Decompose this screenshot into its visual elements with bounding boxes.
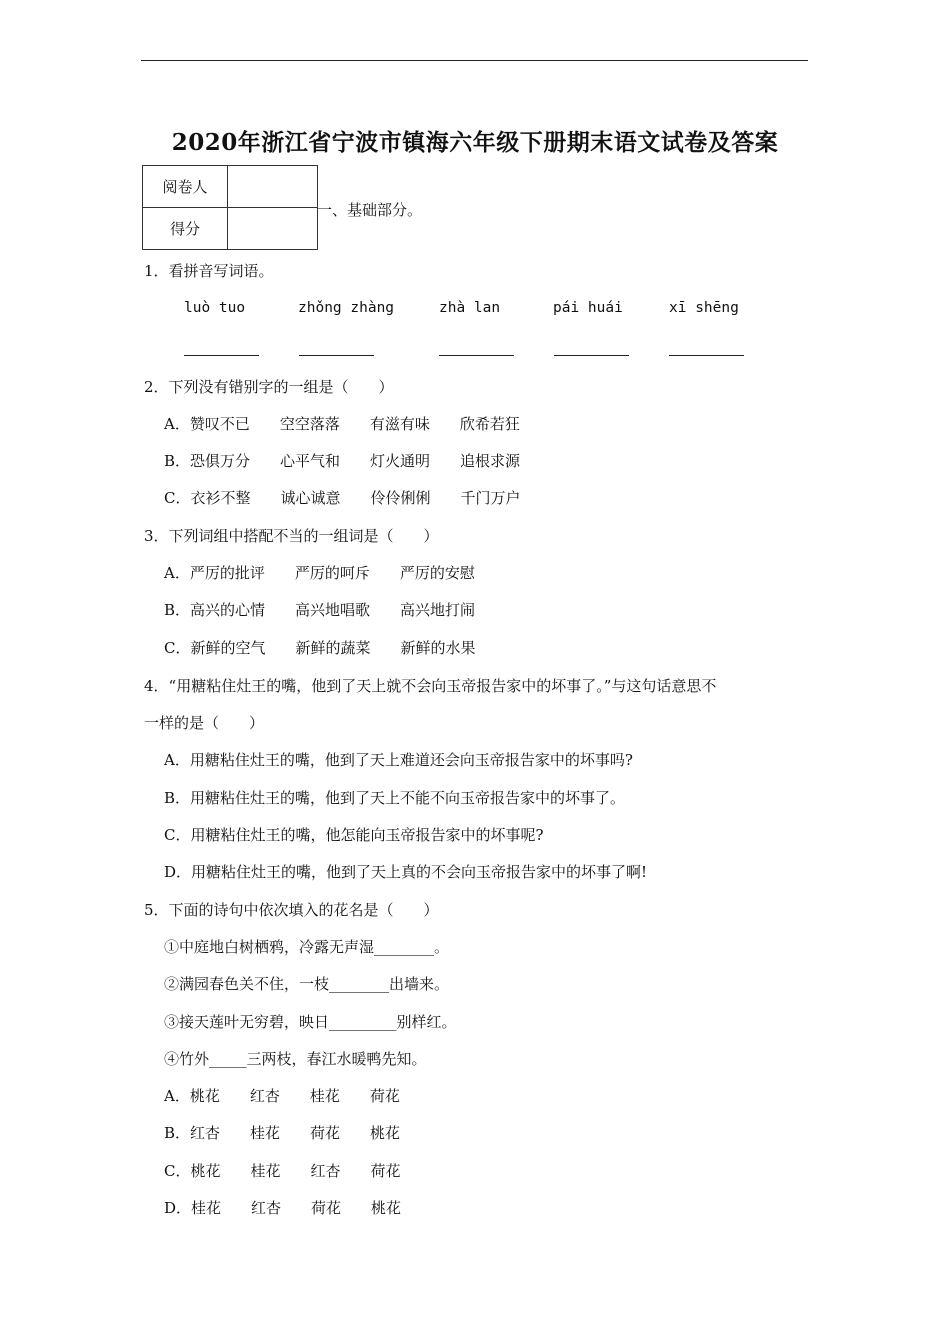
reviewer-cell: [228, 166, 318, 208]
reviewer-label: 阅卷人: [143, 166, 228, 208]
q4-option-c: C．用糖粘住灶王的嘴，他怎能向玉帝报告家中的坏事呢?: [164, 826, 544, 844]
answer-blank[interactable]: [554, 355, 629, 356]
q5-stem: 5．下面的诗句中依次填入的花名是（ ）: [144, 901, 439, 919]
q2-option-c: C．衣衫不整 诚心诚意 伶伶俐俐 千门万户: [164, 489, 521, 507]
q2-stem: 2．下列没有错别字的一组是（ ）: [144, 378, 394, 396]
q5-poem-line-1: ①中庭地白树栖鸦，冷露无声湿________。: [164, 938, 450, 956]
q5-option-c: C．桃花 桂花 红杏 荷花: [164, 1162, 401, 1180]
score-label: 得分: [143, 208, 228, 250]
answer-blank[interactable]: [439, 355, 514, 356]
score-table: [142, 165, 318, 250]
q1-pinyin-4: pái huái: [553, 300, 623, 316]
q5-option-d: D．桂花 红杏 荷花 桃花: [164, 1199, 402, 1217]
q5-poem-line-3: ③接天莲叶无穷碧，映日_________别样红。: [164, 1013, 457, 1031]
score-cell: [228, 208, 318, 250]
answer-blank[interactable]: [669, 355, 744, 356]
q4-option-b: B．用糖粘住灶王的嘴，他到了天上不能不向玉帝报告家中的坏事了。: [164, 789, 626, 807]
q4-stem-line1: 4．“用糖粘住灶王的嘴，他到了天上就不会向玉帝报告家中的坏事了。”与这句话意思不: [144, 677, 717, 695]
q1-stem: 1．看拼音写词语。: [144, 262, 274, 280]
document-title: 2020年浙江省宁波市镇海六年级下册期末语文试卷及答案: [171, 129, 779, 156]
q5-option-a: A．桃花 红杏 桂花 荷花: [164, 1087, 400, 1105]
q3-option-b: B．高兴的心情 高兴地唱歌 高兴地打闹: [164, 601, 476, 619]
section-heading: 一、基础部分。: [317, 201, 423, 219]
q3-option-c: C．新鲜的空气 新鲜的蔬菜 新鲜的水果: [164, 639, 476, 657]
q4-option-a: A．用糖粘住灶王的嘴，他到了天上难道还会向玉帝报告家中的坏事吗?: [164, 751, 633, 769]
header-rule: [141, 60, 808, 61]
q3-stem: 3．下列词组中搭配不当的一组词是（ ）: [144, 527, 439, 545]
q3-option-a: A．严厉的批评 严厉的呵斥 严厉的安慰: [164, 564, 475, 582]
q5-poem-line-2: ②满园春色关不住，一枝________出墙来。: [164, 975, 450, 993]
q5-poem-line-4: ④竹外_____三两枝，春江水暖鸭先知。: [164, 1050, 427, 1068]
q2-option-b: B．恐俱万分 心平气和 灯火通明 追根求源: [164, 452, 521, 470]
q4-stem-line2: 一样的是（ ）: [144, 714, 265, 732]
q1-pinyin-5: xī shēng: [669, 300, 739, 316]
answer-blank[interactable]: [299, 355, 374, 356]
q4-option-d: D．用糖粘住灶王的嘴，他到了天上真的不会向玉帝报告家中的坏事了啊!: [164, 863, 648, 881]
q1-pinyin-3: zhà lan: [439, 300, 501, 316]
q1-pinyin-2: zhǒng zhàng: [298, 300, 395, 316]
q5-option-b: B．红杏 桂花 荷花 桃花: [164, 1124, 401, 1142]
q2-option-a: A．赞叹不已 空空落落 有滋有味 欣希若狂: [164, 415, 520, 433]
q1-pinyin-1: luò tuo: [184, 300, 246, 316]
answer-blank[interactable]: [184, 355, 259, 356]
